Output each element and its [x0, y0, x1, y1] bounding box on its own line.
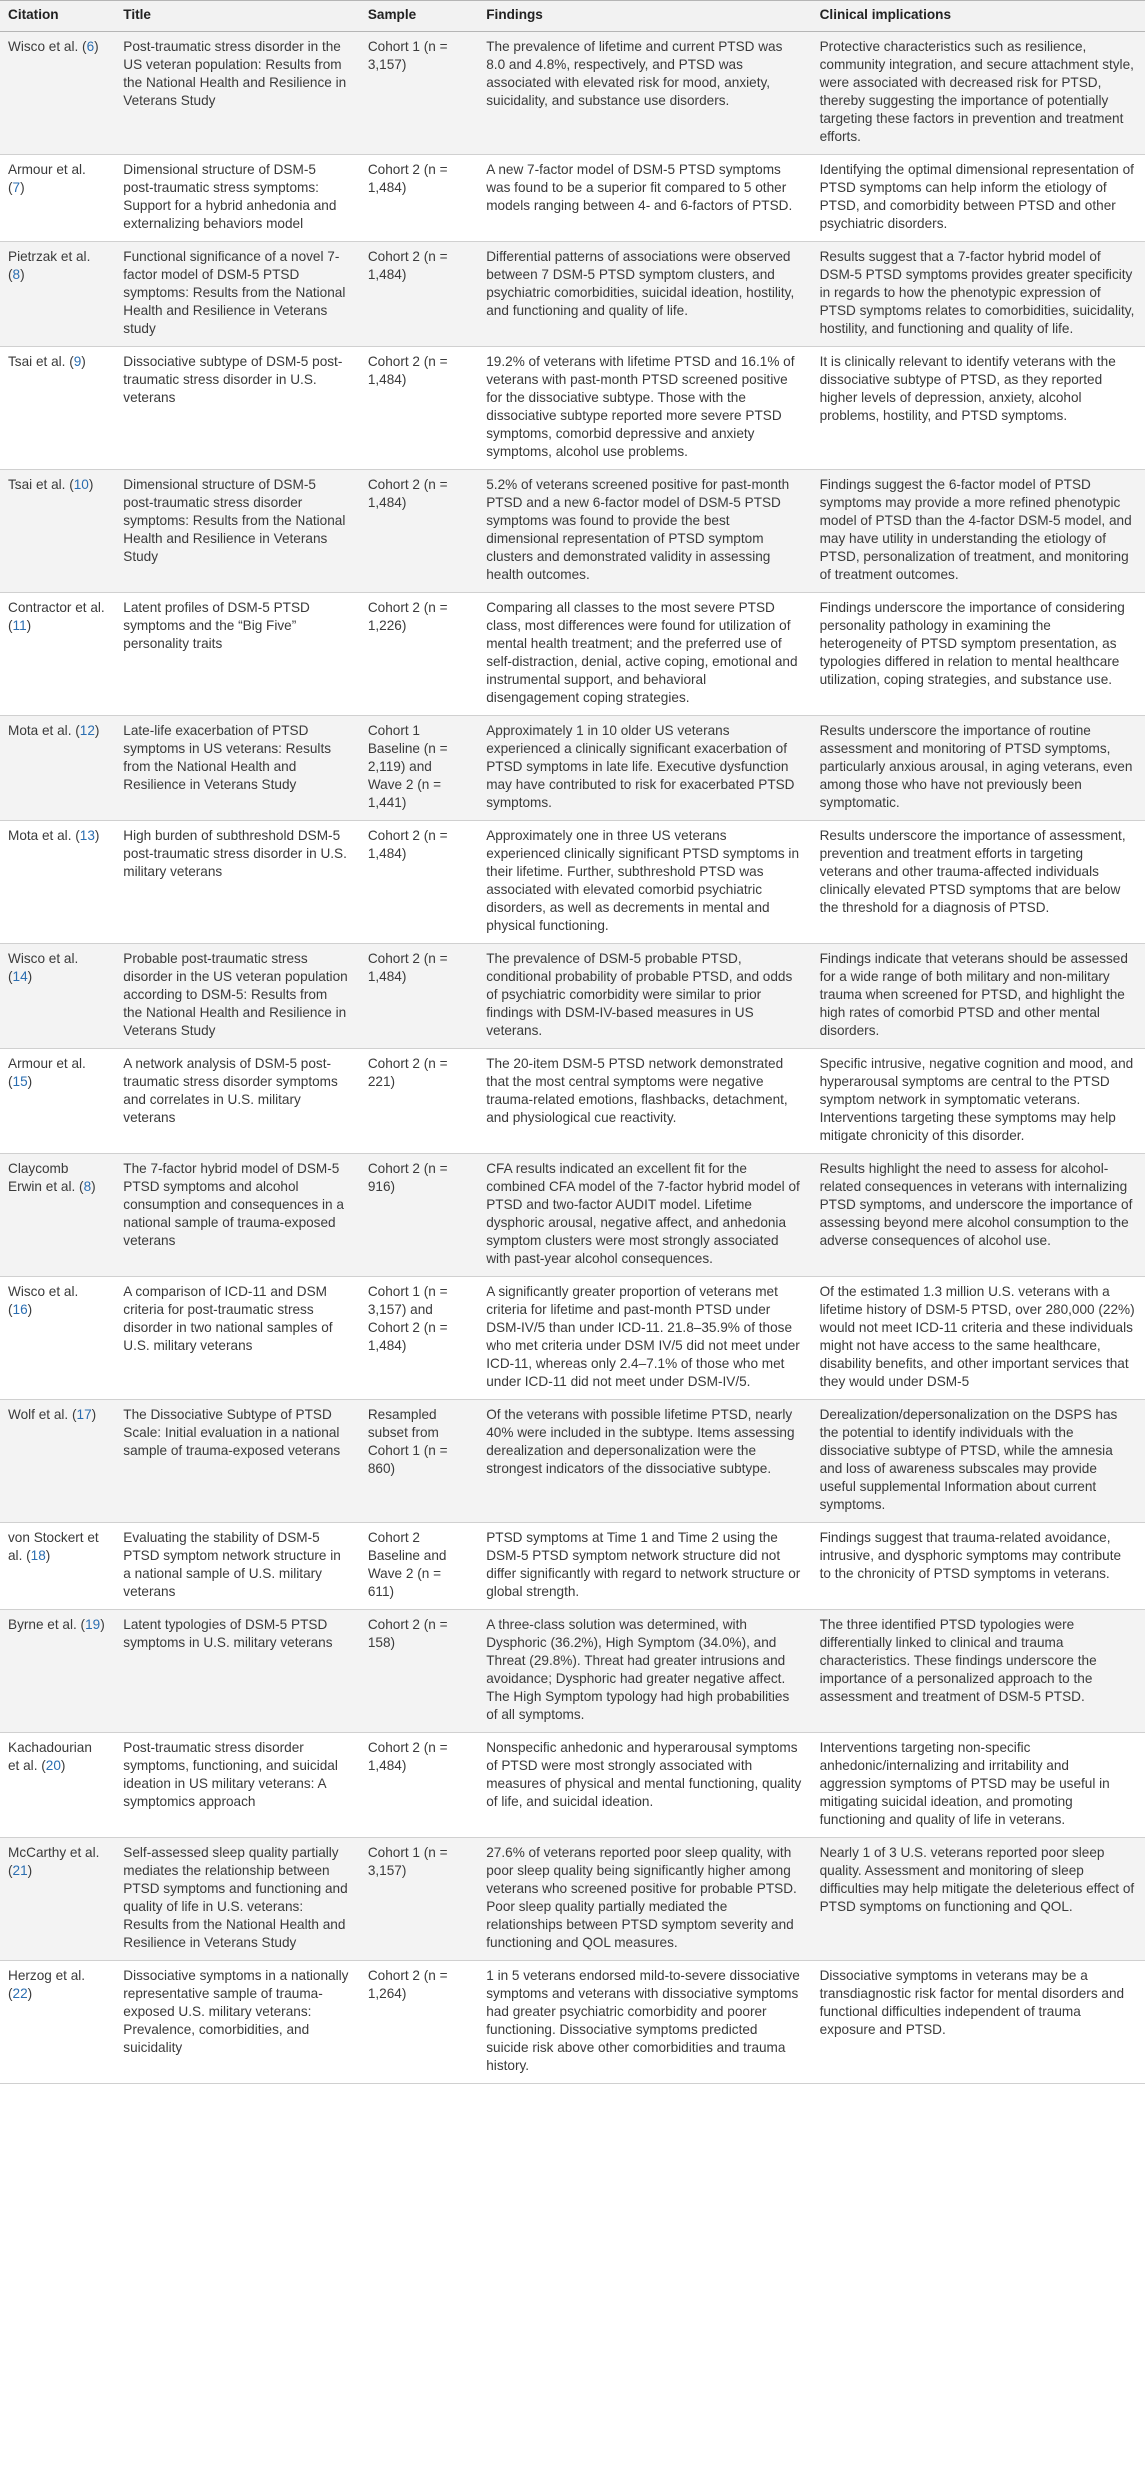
table-header [0, 1, 1145, 32]
citation-author: Wolf et al. [8, 1407, 69, 1422]
findings-cell: A three-class solution was determined, with Dysphoric (36.2%), High Symptom (34.0%), and Threat (29.8%). Threat had greater intrusions and avoidance; Dysphoric had greater negative affect. The High Symptom typology had high probabilities of all symptoms. [478, 1610, 811, 1733]
citation-cell: Armour et al. (15) [8, 1056, 86, 1089]
table-row [0, 32, 1145, 155]
citation-cell: Mota et al. (13) [8, 828, 100, 843]
table-row [0, 821, 1145, 944]
sample-cell: Cohort 1 Baseline (n = 2,119) and Wave 2 (n = 1,441) [360, 716, 478, 821]
citation-reference-link[interactable]: 18 [30, 1548, 46, 1563]
title-cell: The Dissociative Subtype of PTSD Scale: Initial evaluation in a national sample of trauma-exposed veterans [115, 1400, 360, 1523]
title-cell: Dissociative symptoms in a nationally representative sample of trauma-exposed U.S. military veterans: Prevalence, comorbidities, and suicidality [123, 1968, 349, 2055]
header-row [0, 1, 1145, 32]
table-row [0, 470, 1145, 593]
header-sample: Sample [360, 1, 478, 32]
clinical-implications-cell: Dissociative symptoms in veterans may be a transdiagnostic risk factor for mental disorders and functional difficulties independent of trauma exposure and PTSD. [819, 1968, 1125, 2037]
citation-cell: Wisco et al. (16) [8, 1284, 79, 1317]
citation-author: Mota et al. [8, 723, 72, 738]
title-cell: High burden of subthreshold DSM-5 post-traumatic stress disorder in U.S. military veterans [123, 828, 347, 879]
table-body [0, 32, 1145, 2084]
clinical-implications-cell: Results underscore the importance of routine assessment and monitoring of PTSD symptoms, particularly anxious arousal, in aging veterans, even among those who have not previously been symptomatic. [812, 716, 1145, 821]
title-cell: Post-traumatic stress disorder symptoms, functioning, and suicidal ideation in US military veterans: A symptomics approach [123, 1740, 338, 1809]
table-row [0, 1961, 1145, 2084]
title-cell: Latent typologies of DSM-5 PTSD symptoms in U.S. military veterans [115, 1610, 360, 1733]
citation-author: McCarthy et al. [8, 1845, 100, 1860]
clinical-implications-cell: It is clinically relevant to identify veterans with the dissociative subtype of PTSD, as they reported higher levels of depression, anxiety, alcohol problems, hostility, and PTSD symptoms. [819, 354, 1116, 423]
title-cell: Evaluating the stability of DSM-5 PTSD symptom network structure in a national sample of U.S. military veterans [123, 1530, 341, 1599]
findings-cell: Differential patterns of associations were observed between 7 DSM-5 PTSD symptom clusters, and psychiatric comorbidities, suicidal ideation, hostility, and functioning and quality of life. [478, 242, 811, 347]
title-cell: The 7-factor hybrid model of DSM-5 PTSD symptoms and alcohol consumption and consequences in a national sample of trauma-exposed veterans [115, 1154, 360, 1277]
citation-author: Herzog et al. [8, 1968, 86, 1983]
clinical-implications-cell: Identifying the optimal dimensional representation of PTSD symptoms can help inform the etiology of PTSD, and comorbidity between PTSD and other psychiatric disorders. [819, 162, 1134, 231]
title-cell: Latent profiles of DSM-5 PTSD symptoms and the “Big Five” personality traits [123, 600, 310, 651]
header-citation: Citation [0, 1, 115, 32]
sample-cell: Cohort 2 (n = 1,484) [360, 242, 478, 347]
citation-cell: Tsai et al. (9) [8, 354, 86, 369]
table-row [0, 1277, 1145, 1400]
clinical-implications-cell: Of the estimated 1.3 million U.S. veterans with a lifetime history of DSM-5 PTSD, over 280,000 (22%) would not meet ICD-11 criteria and these individuals might not have access to the same healthcare, disability benefits, and other important services that they would under DSM-5 [819, 1284, 1135, 1389]
table-row [0, 155, 1145, 242]
sample-cell: Cohort 2 (n = 1,484) [360, 944, 478, 1049]
citation-reference-link[interactable]: 11 [12, 618, 27, 633]
header-findings: Findings [478, 1, 811, 32]
citation-cell: Herzog et al. (22) [8, 1968, 86, 2001]
findings-cell: 19.2% of veterans with lifetime PTSD and 16.1% of veterans with past-month PTSD screened positive for the dissociative subtype. Those with the dissociative subtype reported more severe PTSD symptoms, comorbid depressive and anxiety symptoms, alcohol use problems. [486, 354, 795, 459]
citation-reference-link[interactable]: 6 [86, 39, 95, 54]
citation-cell: Wisco et al. (14) [0, 944, 115, 1049]
table-row [0, 1733, 1145, 1838]
sample-cell: Cohort 1 (n = 3,157) [360, 32, 478, 155]
clinical-implications-cell: Findings underscore the importance of considering personality pathology in examining the heterogeneity of PTSD symptom presentation, as typologies differed in relation to mental healthcare utilization, coping strategies, and substance use. [819, 600, 1125, 687]
citation-author: Pietrzak et al. [8, 249, 91, 264]
citation-cell: Claycomb Erwin et al. (8) [0, 1154, 115, 1277]
clinical-implications-cell: Findings suggest that trauma-related avoidance, intrusive, and dysphoric symptoms may contribute to the chronicity of PTSD symptoms in veterans. [819, 1530, 1122, 1581]
citation-reference-link[interactable]: 21 [12, 1863, 28, 1878]
citation-author: Armour et al. [8, 162, 86, 177]
findings-cell: 1 in 5 veterans endorsed mild-to-severe dissociative symptoms and veterans with dissociative symptoms had greater psychiatric comorbidity and poorer functioning. Dissociative symptoms predicted suicide risk above other comorbidities and trauma history. [486, 1968, 800, 2073]
header-clinical-implications: Clinical implications [812, 1, 1145, 32]
table-row [0, 716, 1145, 821]
citation-author: Wisco et al. [8, 951, 79, 966]
title-cell: Dimensional structure of DSM-5 post-traumatic stress disorder symptoms: Results from the National Health and Resilience in Veterans Study [115, 470, 360, 593]
citation-author: Wisco et al. [8, 1284, 79, 1299]
citation-cell: Armour et al. (7) [8, 162, 86, 195]
title-cell: Late-life exacerbation of PTSD symptoms in US veterans: Results from the National Health and Resilience in Veterans Study [115, 716, 360, 821]
citation-cell: Wolf et al. (17) [0, 1400, 115, 1523]
clinical-implications-cell: Results highlight the need to assess for alcohol-related consequences in veterans with internalizing PTSD symptoms, and underscore the importance of assessing beyond mere alcohol consumption to the adverse consequences of alcohol use. [812, 1154, 1145, 1277]
title-cell: Functional significance of a novel 7-factor model of DSM-5 PTSD symptoms: Results from the National Health and Resilience in Veterans study [115, 242, 360, 347]
clinical-implications-cell: Interventions targeting non-specific anhedonic/internalizing and irritability and aggression symptoms of PTSD may be useful in mitigating suicidal ideation, and promoting functioning and quality of life in veterans. [819, 1740, 1110, 1827]
citation-cell: Mota et al. (12) [0, 716, 115, 821]
citation-reference-link[interactable]: 9 [73, 354, 82, 369]
title-cell: Dissociative subtype of DSM-5 post-traumatic stress disorder in U.S. veterans [123, 354, 343, 405]
clinical-implications-cell: Findings suggest the 6-factor model of PTSD symptoms may provide a more refined phenotypic model of PTSD than the 4-factor DSM-5 model, and may have utility in understanding the etiology of PTSD, personalization of treatment, and monitoring of treatment outcomes. [812, 470, 1145, 593]
citation-author: von Stockert et al. [8, 1530, 99, 1563]
findings-cell: The 20-item DSM-5 PTSD network demonstrated that the most central symptoms were negative trauma-related emotions, flashbacks, detachment, and physiological cue reactivity. [486, 1056, 788, 1125]
table-row [0, 1610, 1145, 1733]
citation-cell: Kachadourian et al. (20) [8, 1740, 92, 1773]
title-cell: A comparison of ICD-11 and DSM criteria for post-traumatic stress disorder in two national samples of U.S. military veterans [123, 1284, 333, 1353]
table-row [0, 1838, 1145, 1961]
citation-reference-link[interactable]: 12 [79, 723, 95, 738]
citation-cell: McCarthy et al. (21) [0, 1838, 115, 1961]
table-row [0, 593, 1145, 716]
citation-author: Contractor et al. [8, 600, 105, 615]
sample-cell: Cohort 2 Baseline and Wave 2 (n = 611) [367, 1530, 447, 1599]
citation-author: Byrne et al. [8, 1617, 77, 1632]
findings-cell: Approximately 1 in 10 older US veterans experienced a clinically significant exacerbation of PTSD symptoms in late life. Executive dysfunction may have contributed to risk for exacerbated PTSD symptoms. [478, 716, 811, 821]
citation-reference-link[interactable]: 8 [83, 1179, 92, 1194]
findings-cell: 27.6% of veterans reported poor sleep quality, with poor sleep quality being significantly higher among veterans who screened positive for probable PTSD. Poor sleep quality partially mediated the relationships between PTSD symptom severity and functioning and QOL measures. [478, 1838, 811, 1961]
citation-reference-link[interactable]: 20 [45, 1758, 61, 1773]
clinical-implications-cell: Nearly 1 of 3 U.S. veterans reported poor sleep quality. Assessment and monitoring of sleep difficulties may help mitigate the deleterious effect of PTSD symptoms on functioning and QOL. [812, 1838, 1145, 1961]
citation-reference-link[interactable]: 14 [12, 969, 28, 984]
findings-cell: The prevalence of lifetime and current PTSD was 8.0 and 4.8%, respectively, and PTSD was associated with elevated risk for mood, anxiety, suicidality, and substance use disorders. [478, 32, 811, 155]
citation-reference-link[interactable]: 15 [12, 1074, 28, 1089]
citation-reference-link[interactable]: 13 [79, 828, 95, 843]
citation-reference-link[interactable]: 10 [73, 477, 89, 492]
sample-cell: Cohort 2 (n = 221) [367, 1056, 448, 1089]
citation-cell: Byrne et al. (19) [0, 1610, 115, 1733]
sample-cell: Cohort 1 (n = 3,157) [360, 1838, 478, 1961]
clinical-implications-cell: The three identified PTSD typologies were differentially linked to clinical and trauma characteristics. These findings underscore the importance of a personalized approach to the assessment and treatment of DSM-5 PTSD. [812, 1610, 1145, 1733]
citation-author: Kachadourian et al. [8, 1740, 92, 1773]
table-row [0, 944, 1145, 1049]
citation-reference-link[interactable]: 7 [12, 180, 21, 195]
citation-cell: Pietrzak et al. (8) [0, 242, 115, 347]
citation-reference-link[interactable]: 19 [85, 1617, 101, 1632]
sample-cell: Cohort 2 (n = 1,484) [367, 828, 448, 861]
citation-author: Claycomb Erwin et al. [8, 1161, 76, 1194]
citation-author: Tsai et al. [8, 354, 66, 369]
findings-cell: Approximately one in three US veterans experienced clinically significant PTSD symptoms in their lifetime. Further, subthreshold PTSD was associated with elevated comorbid psychiatric disorders, as well as decrements in mental and physical functioning. [486, 828, 800, 933]
findings-cell: Nonspecific anhedonic and hyperarousal symptoms of PTSD were most strongly associated with measures of physical and mental functioning, quality of life, and suicidal ideation. [486, 1740, 802, 1809]
clinical-implications-cell: Results underscore the importance of assessment, prevention and treatment efforts in targeting veterans and other trauma-affected individuals clinically elevated PTSD symptoms that are below the threshold for a diagnosis of PTSD. [819, 828, 1126, 915]
title-cell: Post-traumatic stress disorder in the US veteran population: Results from the National Health and Resilience in Veterans Study [115, 32, 360, 155]
sample-cell: Cohort 2 (n = 1,264) [367, 1968, 448, 2001]
citation-reference-link[interactable]: 8 [12, 267, 21, 282]
table-row [0, 1400, 1145, 1523]
title-cell: Dimensional structure of DSM-5 post-traumatic stress symptoms: Support for a hybrid anhedonia and externalizing behaviors model [123, 162, 337, 231]
citation-reference-link[interactable]: 22 [12, 1986, 28, 2001]
sample-cell: Cohort 2 (n = 1,484) [367, 1740, 448, 1773]
citation-author: Armour et al. [8, 1056, 86, 1071]
sample-cell: Cohort 2 (n = 1,226) [367, 600, 448, 633]
clinical-implications-cell: Specific intrusive, negative cognition and mood, and hyperarousal symptoms are central to the PTSD symptom network in symptomatic veterans. Interventions targeting these symptoms may help mitigate chronicity of this disorder. [819, 1056, 1134, 1143]
clinical-implications-cell: Protective characteristics such as resilience, community integration, and secure attachment style, were associated with decreased risk for PTSD, thereby suggesting the importance of potentially targeting these factors in prevention and treatment efforts. [812, 32, 1145, 155]
citation-reference-link[interactable]: 17 [76, 1407, 92, 1422]
findings-cell: A new 7-factor model of DSM-5 PTSD symptoms was found to be a superior fit compared to 5 other models ranging between 4- and 6-factors of PTSD. [486, 162, 793, 213]
citation-cell: von Stockert et al. (18) [8, 1530, 99, 1563]
findings-cell: The prevalence of DSM-5 probable PTSD, conditional probability of probable PTSD, and odds of psychiatric comorbidity were similar to prior findings with DSM-IV-based measures in US veterans. [478, 944, 811, 1049]
clinical-implications-cell: Results suggest that a 7-factor hybrid model of DSM-5 PTSD symptoms provides greater specificity in regards to how the phenotypic expression of PTSD symptoms relates to comorbidities, suicidality, hostility, and functioning and quality of life. [812, 242, 1145, 347]
findings-cell: 5.2% of veterans screened positive for past-month PTSD and a new 6-factor model of DSM-5 PTSD symptoms was found to provide the best dimensional representation of PTSD symptom clusters and demonstrated validity in assessing health outcomes. [478, 470, 811, 593]
citation-cell: Wisco et al. (6) [0, 32, 115, 155]
sample-cell: Cohort 2 (n = 1,484) [360, 470, 478, 593]
citation-author: Mota et al. [8, 828, 72, 843]
table-row [0, 1523, 1145, 1610]
table-row [0, 347, 1145, 470]
table-row [0, 1154, 1145, 1277]
table-row [0, 242, 1145, 347]
clinical-implications-cell: Findings indicate that veterans should be assessed for a wide range of both military and non-military trauma when screened for PTSD, and highlight the high rates of comorbid PTSD and other mental disorders. [812, 944, 1145, 1049]
title-cell: Probable post-traumatic stress disorder in the US veteran population according to DSM-5: Results from the National Health and Resilience in Veterans Study [115, 944, 360, 1049]
table-row [0, 1049, 1145, 1154]
findings-cell: PTSD symptoms at Time 1 and Time 2 using the DSM-5 PTSD symptom network structure did not differ significantly with regard to network structure or global strength. [486, 1530, 801, 1599]
findings-cell: Of the veterans with possible lifetime PTSD, nearly 40% were included in the subtype. Items assessing derealization and depersonalization were the strongest indicators of the dissociative subtype. [478, 1400, 811, 1523]
title-cell: Self-assessed sleep quality partially mediates the relationship between PTSD symptoms and functioning and quality of life in U.S. veterans: Results from the National Health and Resilience in Veterans Study [115, 1838, 360, 1961]
clinical-implications-cell: Derealization/depersonalization on the DSPS has the potential to identify individuals with the dissociative subtype of PTSD, while the amnesia and loss of awareness subscales may provide useful supplemental Information about current symptoms. [812, 1400, 1145, 1523]
citation-cell: Contractor et al. (11) [8, 600, 105, 633]
citation-author: Tsai et al. [8, 477, 66, 492]
findings-cell: Comparing all classes to the most severe PTSD class, most differences were found for utilization of mental health treatment; and the preferred use of self-distraction, denial, active coping, emotional and instrumental support, and behavioral disengagement coping strategies. [486, 600, 798, 705]
sample-cell: Cohort 2 (n = 158) [360, 1610, 478, 1733]
sample-cell: Cohort 2 (n = 1,484) [367, 354, 448, 387]
citation-cell: Tsai et al. (10) [0, 470, 115, 593]
findings-cell: CFA results indicated an excellent fit for the combined CFA model of the 7-factor hybrid model of PTSD and two-factor AUDIT model. Lifetime dysphoric arousal, negative affect, and anhedonia symptom clusters were most strongly associated with past-year alcohol consequences. [478, 1154, 811, 1277]
header-title: Title [115, 1, 360, 32]
findings-cell: A significantly greater proportion of veterans met criteria for lifetime and past-month PTSD under DSM-IV/5 than under ICD-11. 21.8–35.9% of those who met criteria under DSM IV/5 did not meet under ICD-11, whereas only 2.4–7.1% of those who met under ICD-11 did not meet under DSM-IV/5. [486, 1284, 800, 1389]
citation-author: Wisco et al. [8, 39, 79, 54]
sample-cell: Cohort 2 (n = 916) [360, 1154, 478, 1277]
title-cell: A network analysis of DSM-5 post-traumatic stress disorder symptoms and correlates in U.S. military veterans [123, 1056, 338, 1125]
sample-cell: Cohort 2 (n = 1,484) [367, 162, 448, 195]
sample-cell: Cohort 1 (n = 3,157) and Cohort 2 (n = 1,484) [367, 1284, 448, 1353]
citation-reference-link[interactable]: 16 [12, 1302, 28, 1317]
sample-cell: Resampled subset from Cohort 1 (n = 860) [360, 1400, 478, 1523]
